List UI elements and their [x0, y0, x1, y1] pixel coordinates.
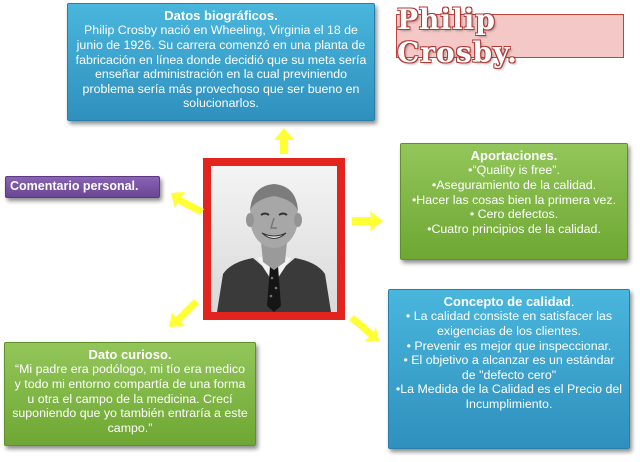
aportaciones-item: •Cuatro principios de la calidad. [427, 221, 601, 236]
portrait-illustration [211, 166, 337, 312]
dato-text: “Mi padre era podólogo, mi tío era medico y todo mi entorno compartía de una forma u otra el campo de la medicina. Crecí suponiendo que yo también entraría a este campo.” [12, 362, 248, 435]
dato-title: Dato curioso. [88, 347, 172, 362]
aportaciones-item: •“Quality is free”. [468, 163, 560, 178]
arrow-up-icon [270, 126, 298, 156]
dato-curioso-box [4, 342, 256, 446]
concepto-title [395, 294, 623, 309]
concepto-item: • Prevenir es mejor que inspeccionar. [406, 338, 612, 353]
concepto-title-text: Concepto de calidad [443, 294, 571, 309]
arrow-right-icon [350, 208, 386, 234]
portrait-photo [211, 166, 337, 312]
arrow-down-left-icon [166, 296, 202, 330]
name-title-box [396, 3, 624, 69]
comentario-title: Comentario personal. [10, 179, 139, 193]
aportaciones-item: • Cero defectos. [469, 207, 559, 222]
bio-box [67, 3, 375, 121]
aportaciones-item: •Aseguramiento de la calidad. [431, 177, 597, 192]
concepto-box [388, 289, 630, 449]
concepto-item: • El objetivo a alcanzar es un estándar de "defecto cero" [403, 353, 615, 382]
concepto-item: • La calidad consiste en satisfacer las exigencias de los clientes. [405, 309, 613, 338]
concepto-item: •La Medida de la Calidad es el Precio del Incumplimiento. [395, 382, 623, 412]
aportaciones-box [400, 143, 628, 260]
concepto-title-suffix: . [570, 294, 575, 309]
comentario-box [5, 176, 160, 198]
name-title: Philip Crosby. [397, 3, 518, 69]
aportaciones-title: Aportaciones. [470, 148, 558, 163]
bio-text: Philip Crosby nació en Wheeling, Virginia el 18 de junio de 1926. Su carrera comenzó en una planta de fabricación en línea donde decidió que su meta sería enseñar administración en la cual previniendo problema sería más provechoso que ser bueno en solucionarlos. [75, 23, 367, 111]
portrait-frame [203, 158, 345, 320]
arrow-up-left-icon [168, 188, 208, 218]
bio-title: Datos biográficos. [164, 8, 278, 23]
arrow-down-right-icon [346, 312, 382, 344]
aportaciones-item: •Hacer las cosas bien la primera vez. [411, 192, 617, 207]
